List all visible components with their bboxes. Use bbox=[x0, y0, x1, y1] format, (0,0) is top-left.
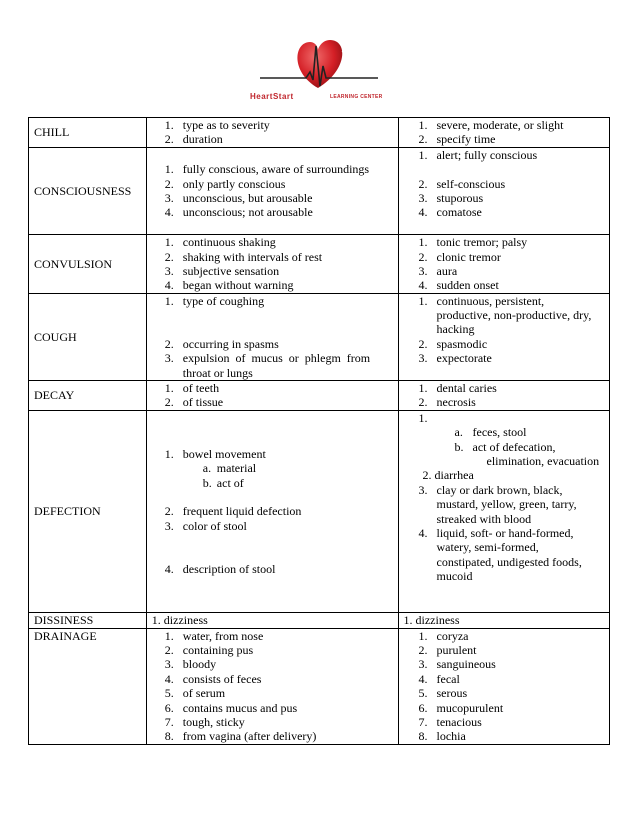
list-item: tough, sticky bbox=[182, 715, 245, 730]
list-item: serous bbox=[436, 686, 468, 701]
term-equivalent-cell: 1. dizziness bbox=[398, 613, 609, 628]
description-cell: 1. fully conscious, aware of surroundings 2. only partly conscious 3. unconscious, but arousable 4. unconscious; not arousable bbox=[146, 147, 398, 234]
table-row bbox=[29, 293, 610, 380]
list-item: from vagina (after delivery) bbox=[182, 729, 317, 744]
list-item-continuation: streaked with blood bbox=[436, 511, 532, 526]
table-row bbox=[29, 118, 610, 148]
description-cell: 1. type of coughing 2. occurring in spasms 3. expulsion of mucus or phlegm from throat or lungs bbox=[146, 293, 398, 380]
list-item: bowel movement bbox=[182, 446, 266, 461]
list-item-continuation: hacking bbox=[436, 322, 475, 337]
logo-sub-text: LEARNING CENTER bbox=[330, 94, 383, 100]
term-cell: DRAINAGE bbox=[29, 628, 147, 744]
list-item: clay or dark brown, black, bbox=[436, 482, 563, 497]
terms-table bbox=[28, 117, 610, 745]
list-item: unconscious, but arousable bbox=[182, 190, 313, 205]
list-subitem: act of bbox=[216, 475, 244, 490]
list-item: aura bbox=[436, 263, 458, 278]
list-item: consists of feces bbox=[182, 671, 262, 686]
list-item: purulent bbox=[436, 643, 477, 658]
term-cell: DECAY bbox=[29, 381, 147, 411]
description-cell: 1. type as to severity 2. duration bbox=[146, 118, 398, 148]
description-cell: 1. bowel movement a. material b. act of 2. frequent liquid defection 3. color of stool 4. description of stool bbox=[146, 410, 398, 612]
list-item: of tissue bbox=[182, 395, 224, 410]
list-item: clonic tremor bbox=[436, 249, 501, 264]
term-cell: DEFECTION bbox=[29, 410, 147, 612]
term-equivalent-cell: 1. continuous, persistent, productive, non-productive, dry, hacking 2. spasmodic 3. expectorate bbox=[398, 293, 609, 380]
term-cell: COUGH bbox=[29, 293, 147, 380]
list-subitem: act of defecation, bbox=[472, 439, 556, 454]
list-item: continuous, persistent, bbox=[436, 293, 545, 308]
term-cell: DISSINESS bbox=[29, 613, 147, 628]
term-equivalent-cell: 1. alert; fully conscious 2. self-conscious 3. stuporous 4. comatose bbox=[398, 147, 609, 234]
list-item: contains mucus and pus bbox=[182, 700, 298, 715]
list-item: occurring in spasms bbox=[182, 336, 279, 351]
term-cell: CONSCIOUSNESS bbox=[29, 147, 147, 234]
list-item: dental caries bbox=[436, 381, 497, 396]
list-item: only partly conscious bbox=[182, 176, 286, 191]
list-item: severe, moderate, or slight bbox=[436, 118, 564, 132]
list-item: bloody bbox=[182, 657, 217, 672]
term-cell: CHILL bbox=[29, 118, 147, 148]
list-item: of teeth bbox=[182, 381, 220, 396]
heart-logo-icon bbox=[250, 36, 386, 92]
description-cell: 1. dizziness bbox=[146, 613, 398, 628]
list-item: necrosis bbox=[436, 395, 476, 410]
list-item: fully conscious, aware of surroundings bbox=[182, 162, 370, 177]
list-item: water, from nose bbox=[182, 628, 264, 643]
list-item: liquid, soft- or hand-formed, bbox=[436, 525, 574, 540]
list-item: mucopurulent bbox=[436, 700, 504, 715]
list-item: coryza bbox=[436, 628, 469, 643]
term-equivalent-cell: 1. a. feces, stool b. act of defecation, elimination, evacuation 2. diarrhea 3. clay or dark brown, black, mustard, yellow, green, tarry, streaked with blood 4. liquid, soft- or hand-formed, watery, semi-formed, constipated, undigested foods, mucoid bbox=[398, 410, 609, 612]
term-equivalent-cell: 1. dental caries 2. necrosis bbox=[398, 381, 609, 411]
list-item-continuation: mucoid bbox=[436, 569, 473, 584]
list-item: tenacious bbox=[436, 715, 482, 730]
list-item: fecal bbox=[436, 671, 460, 686]
list-item: stuporous bbox=[436, 190, 484, 205]
list-item-continuation: throat or lungs bbox=[182, 365, 253, 380]
list-item: of serum bbox=[182, 686, 226, 701]
list-item: shaking with intervals of rest bbox=[182, 249, 323, 264]
logo-brand-text: HeartStart bbox=[250, 92, 294, 101]
list-item: frequent liquid defection bbox=[182, 504, 302, 519]
term-equivalent-cell: 1. tonic tremor; palsy 2. clonic tremor 3. aura 4. sudden onset bbox=[398, 235, 609, 294]
table-row bbox=[29, 613, 610, 628]
table-row bbox=[29, 381, 610, 411]
list-item: color of stool bbox=[182, 518, 247, 533]
list-item: type of coughing bbox=[182, 293, 265, 308]
list-item: spasmodic bbox=[436, 336, 488, 351]
list-item-continuation: productive, non-productive, dry, bbox=[436, 308, 592, 323]
list-subitem: material bbox=[216, 461, 257, 476]
term-equivalent-cell: 1. severe, moderate, or slight 2. specify time bbox=[398, 118, 609, 148]
list-item-continuation: watery, semi-formed, bbox=[436, 540, 539, 555]
heartstart-logo bbox=[250, 36, 386, 106]
list-item: duration bbox=[182, 132, 223, 147]
list-item: continuous shaking bbox=[182, 235, 276, 250]
table-row bbox=[29, 147, 610, 234]
description-cell: 1. water, from nose 2. containing pus 3. bloody 4. consists of feces 5. of serum 6. contains mucus and pus 7. tough, sticky 8. from vagina (after delivery) bbox=[146, 628, 398, 744]
list-item-continuation: mustard, yellow, green, tarry, bbox=[436, 497, 577, 512]
list-item: alert; fully conscious bbox=[436, 147, 538, 162]
list-item: began without warning bbox=[182, 278, 294, 293]
list-item: subjective sensation bbox=[182, 263, 280, 278]
list-item: unconscious; not arousable bbox=[182, 205, 313, 220]
list-item: expulsion of mucus or phlegm from bbox=[182, 351, 371, 366]
list-item: sanguineous bbox=[436, 657, 496, 672]
list-item: description of stool bbox=[182, 561, 276, 576]
list-subitem: feces, stool bbox=[472, 425, 527, 440]
description-cell: 1. continuous shaking 2. shaking with intervals of rest 3. subjective sensation 4. began without warning bbox=[146, 235, 398, 294]
list-item: specify time bbox=[436, 132, 496, 147]
list-item: containing pus bbox=[182, 643, 254, 658]
list-item: type as to severity bbox=[182, 118, 270, 132]
table-row bbox=[29, 235, 610, 294]
table-row bbox=[29, 410, 610, 612]
list-item: sudden onset bbox=[436, 278, 499, 293]
list-item: comatose bbox=[436, 205, 482, 220]
list-item: tonic tremor; palsy bbox=[436, 235, 528, 250]
list-item: lochia bbox=[436, 729, 466, 744]
list-item: expectorate bbox=[436, 351, 492, 366]
term-equivalent-cell: 1. coryza 2. purulent 3. sanguineous 4. fecal 5. serous 6. mucopurulent 7. tenacious 8. lochia bbox=[398, 628, 609, 744]
list-item: 2. diarrhea bbox=[422, 468, 474, 483]
list-subitem-continuation: elimination, evacuation bbox=[486, 453, 600, 468]
list-item: self-conscious bbox=[436, 176, 506, 191]
term-cell: CONVULSION bbox=[29, 235, 147, 294]
description-cell: 1. of teeth 2. of tissue bbox=[146, 381, 398, 411]
table-row bbox=[29, 628, 610, 744]
list-item-continuation: constipated, undigested foods, bbox=[436, 554, 582, 569]
